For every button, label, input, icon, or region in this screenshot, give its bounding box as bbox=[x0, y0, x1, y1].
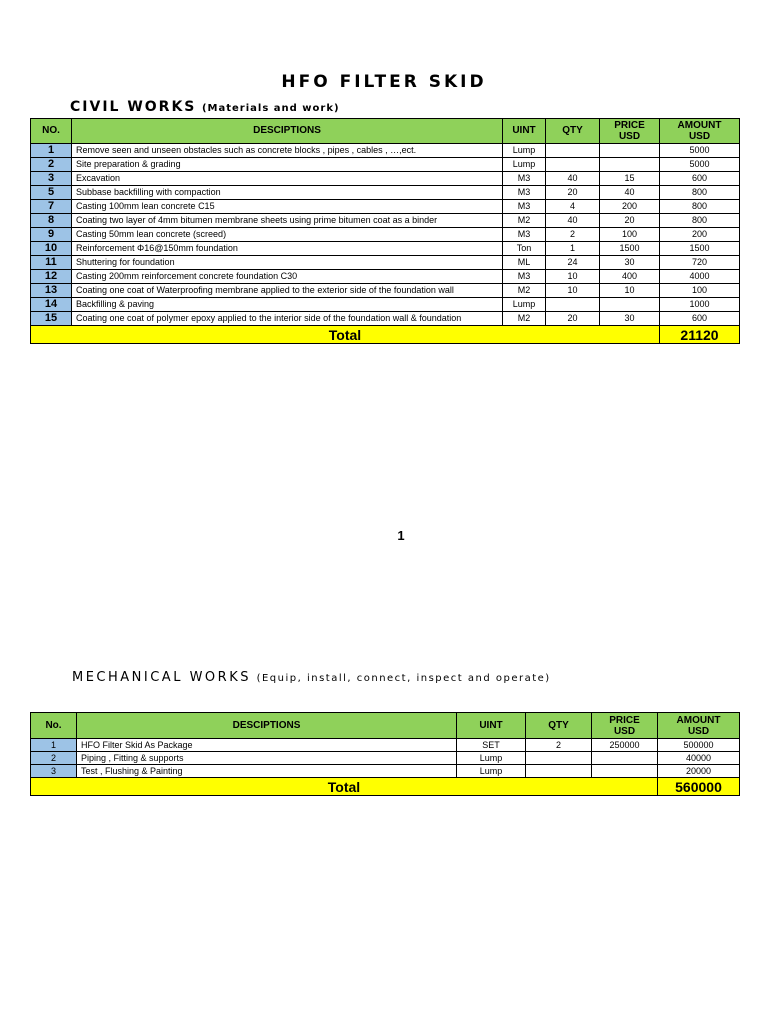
row-number: 1 bbox=[31, 144, 72, 158]
row-qty: 20 bbox=[546, 186, 600, 200]
row-qty: 10 bbox=[546, 284, 600, 298]
row-unit: M3 bbox=[503, 228, 546, 242]
table-row bbox=[31, 312, 740, 326]
row-price bbox=[600, 298, 660, 312]
total-label: Total bbox=[31, 326, 660, 344]
table-row bbox=[31, 242, 740, 256]
mechanical-works-subtitle: (Equip, install, connect, inspect and operate) bbox=[256, 673, 551, 684]
row-description: Reinforcement Φ16@150mm foundation bbox=[72, 242, 503, 256]
row-number: 3 bbox=[31, 172, 72, 186]
row-unit: ML bbox=[503, 256, 546, 270]
table-row bbox=[31, 214, 740, 228]
row-amount: 600 bbox=[660, 172, 740, 186]
row-amount: 800 bbox=[660, 200, 740, 214]
row-unit: M3 bbox=[503, 172, 546, 186]
column-header-amount: AMOUNT USD bbox=[658, 713, 740, 739]
row-price: 250000 bbox=[592, 739, 658, 752]
table-row bbox=[31, 765, 740, 778]
row-price bbox=[592, 765, 658, 778]
row-qty bbox=[546, 144, 600, 158]
row-unit: M3 bbox=[503, 270, 546, 284]
row-number: 14 bbox=[31, 298, 72, 312]
row-amount: 600 bbox=[660, 312, 740, 326]
row-qty: 10 bbox=[546, 270, 600, 284]
table-row bbox=[31, 256, 740, 270]
column-header-description: DESCIPTIONS bbox=[77, 713, 457, 739]
row-number: 8 bbox=[31, 214, 72, 228]
row-qty: 2 bbox=[546, 228, 600, 242]
row-description: Site preparation & grading bbox=[72, 158, 503, 172]
row-price: 10 bbox=[600, 284, 660, 298]
row-amount: 800 bbox=[660, 214, 740, 228]
column-header-unit: UINT bbox=[503, 119, 546, 144]
row-qty: 40 bbox=[546, 214, 600, 228]
column-header-no: NO. bbox=[31, 119, 72, 144]
row-description: Shuttering for foundation bbox=[72, 256, 503, 270]
row-amount: 40000 bbox=[658, 752, 740, 765]
row-qty: 20 bbox=[546, 312, 600, 326]
column-header-qty: QTY bbox=[526, 713, 592, 739]
row-price: 1500 bbox=[600, 242, 660, 256]
total-label: Total bbox=[31, 778, 658, 796]
row-amount: 800 bbox=[660, 186, 740, 200]
total-value: 21120 bbox=[660, 326, 740, 344]
row-qty bbox=[526, 765, 592, 778]
row-number: 9 bbox=[31, 228, 72, 242]
table-row bbox=[31, 144, 740, 158]
row-price bbox=[600, 158, 660, 172]
row-qty bbox=[546, 158, 600, 172]
column-header-no: No. bbox=[31, 713, 77, 739]
row-qty: 24 bbox=[546, 256, 600, 270]
civil-header-row bbox=[31, 119, 740, 144]
row-price: 30 bbox=[600, 256, 660, 270]
row-qty: 1 bbox=[546, 242, 600, 256]
row-description: Coating one coat of Waterproofing membrane applied to the exterior side of the foundation wall bbox=[72, 284, 503, 298]
row-price: 100 bbox=[600, 228, 660, 242]
row-qty bbox=[546, 298, 600, 312]
mech-header-row bbox=[31, 713, 740, 739]
row-number: 13 bbox=[31, 284, 72, 298]
row-description: Casting 200mm reinforcement concrete foundation C30 bbox=[72, 270, 503, 284]
row-number: 5 bbox=[31, 186, 72, 200]
row-price bbox=[592, 752, 658, 765]
row-unit: Lump bbox=[457, 765, 526, 778]
row-description: Piping , Fitting & supports bbox=[77, 752, 457, 765]
column-header-unit: UINT bbox=[457, 713, 526, 739]
row-description: HFO Filter Skid As Package bbox=[77, 739, 457, 752]
row-qty bbox=[526, 752, 592, 765]
row-price bbox=[600, 144, 660, 158]
row-description: Casting 50mm lean concrete (screed) bbox=[72, 228, 503, 242]
civil-total-row bbox=[31, 326, 740, 344]
row-amount: 720 bbox=[660, 256, 740, 270]
mech-total-row bbox=[31, 778, 740, 796]
row-number: 12 bbox=[31, 270, 72, 284]
civil-works-table bbox=[30, 118, 740, 344]
row-number: 3 bbox=[31, 765, 77, 778]
row-price: 40 bbox=[600, 186, 660, 200]
civil-works-title: CIVIL WORKS bbox=[70, 99, 197, 115]
table-row bbox=[31, 739, 740, 752]
column-header-qty: QTY bbox=[546, 119, 600, 144]
row-unit: SET bbox=[457, 739, 526, 752]
table-row bbox=[31, 284, 740, 298]
row-description: Coating one coat of polymer epoxy applied to the interior side of the foundation wall & foundation bbox=[72, 312, 503, 326]
table-row bbox=[31, 270, 740, 284]
row-unit: Lump bbox=[457, 752, 526, 765]
row-number: 1 bbox=[31, 739, 77, 752]
table-row bbox=[31, 228, 740, 242]
row-unit: M3 bbox=[503, 186, 546, 200]
table-row bbox=[31, 158, 740, 172]
row-qty: 40 bbox=[546, 172, 600, 186]
row-price: 400 bbox=[600, 270, 660, 284]
row-price: 15 bbox=[600, 172, 660, 186]
column-header-amount: AMOUNT USD bbox=[660, 119, 740, 144]
table-row bbox=[31, 200, 740, 214]
mechanical-works-heading bbox=[72, 666, 551, 685]
row-description: Casting 100mm lean concrete C15 bbox=[72, 200, 503, 214]
table-row bbox=[31, 172, 740, 186]
row-qty: 2 bbox=[526, 739, 592, 752]
row-unit: M2 bbox=[503, 284, 546, 298]
row-unit: Lump bbox=[503, 144, 546, 158]
row-description: Remove seen and unseen obstacles such as concrete blocks , pipes , cables , …,ect. bbox=[72, 144, 503, 158]
row-number: 10 bbox=[31, 242, 72, 256]
row-price: 30 bbox=[600, 312, 660, 326]
row-number: 15 bbox=[31, 312, 72, 326]
row-amount: 1000 bbox=[660, 298, 740, 312]
row-number: 7 bbox=[31, 200, 72, 214]
row-unit: M3 bbox=[503, 200, 546, 214]
row-unit: Lump bbox=[503, 298, 546, 312]
row-amount: 200 bbox=[660, 228, 740, 242]
row-amount: 100 bbox=[660, 284, 740, 298]
row-amount: 1500 bbox=[660, 242, 740, 256]
row-description: Excavation bbox=[72, 172, 503, 186]
row-description: Backfilling & paving bbox=[72, 298, 503, 312]
row-description: Test , Flushing & Painting bbox=[77, 765, 457, 778]
row-unit: Ton bbox=[503, 242, 546, 256]
row-unit: M2 bbox=[503, 214, 546, 228]
civil-works-heading bbox=[70, 96, 340, 115]
row-amount: 4000 bbox=[660, 270, 740, 284]
row-amount: 500000 bbox=[658, 739, 740, 752]
column-header-price: PRICE USD bbox=[600, 119, 660, 144]
row-price: 200 bbox=[600, 200, 660, 214]
row-qty: 4 bbox=[546, 200, 600, 214]
row-description: Coating two layer of 4mm bitumen membrane sheets using prime bitumen coat as a binder bbox=[72, 214, 503, 228]
row-amount: 20000 bbox=[658, 765, 740, 778]
row-amount: 5000 bbox=[660, 158, 740, 172]
mechanical-works-title: MECHANICAL WORKS bbox=[72, 670, 251, 685]
total-value: 560000 bbox=[658, 778, 740, 796]
mechanical-works-table bbox=[30, 712, 740, 796]
row-number: 2 bbox=[31, 158, 72, 172]
table-row bbox=[31, 298, 740, 312]
row-description: Subbase backfilling with compaction bbox=[72, 186, 503, 200]
row-unit: Lump bbox=[503, 158, 546, 172]
civil-works-subtitle: (Materials and work) bbox=[201, 103, 340, 114]
row-amount: 5000 bbox=[660, 144, 740, 158]
row-number: 2 bbox=[31, 752, 77, 765]
table-row bbox=[31, 186, 740, 200]
row-number: 11 bbox=[31, 256, 72, 270]
table-row bbox=[31, 752, 740, 765]
column-header-description: DESCIPTIONS bbox=[72, 119, 503, 144]
column-header-price: PRICE USD bbox=[592, 713, 658, 739]
row-price: 20 bbox=[600, 214, 660, 228]
page-title: HFO FILTER SKID bbox=[281, 72, 487, 92]
page-number: 1 bbox=[397, 528, 405, 543]
row-unit: M2 bbox=[503, 312, 546, 326]
